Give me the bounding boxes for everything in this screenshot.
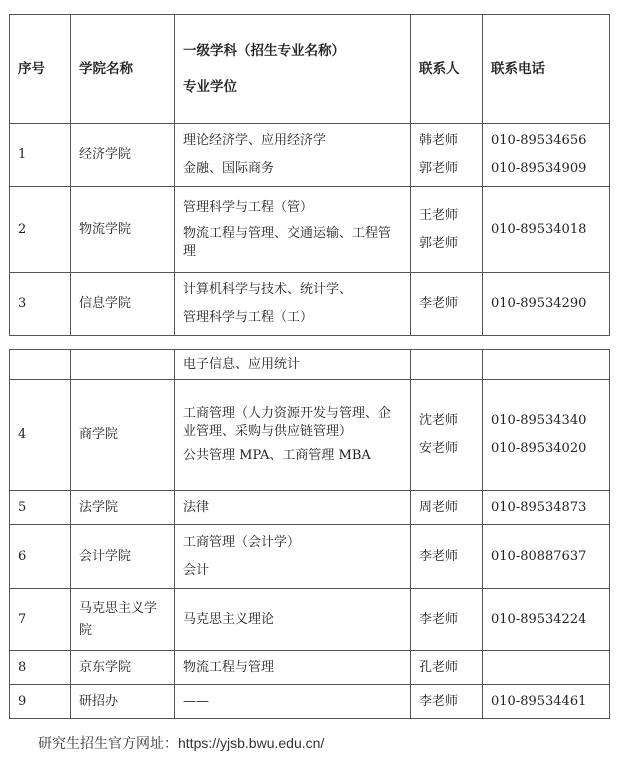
subject-line: 电子信息、应用统计 [183,356,301,372]
row-contacts [411,651,483,685]
subject-line: —— [183,693,209,709]
subject-line: 马克思主义理论 [183,611,275,627]
row-phones [483,491,610,525]
row-contacts [411,380,483,491]
phone-number: 010-89534018 [491,221,587,237]
contact-name: 李老师 [419,548,459,564]
table-row [10,187,610,273]
row-phones [483,589,610,651]
row-contacts [411,525,483,589]
row-contacts [411,187,483,273]
subject-line: 物流工程与管理、交通运输、工程管理 [183,225,392,259]
row-no: 6 [10,525,71,589]
row-subjects [175,187,411,273]
subject-line: 会计 [183,562,210,578]
contact-name: 王老师 [419,207,459,223]
contact-name: 孔老师 [419,659,459,675]
row-phones [483,124,610,187]
row-subjects [175,589,411,651]
row-contacts [411,273,483,336]
phone-number: 010-89534873 [491,499,587,515]
row-no: 4 [10,380,71,491]
row-no: 2 [10,187,71,273]
row-subjects [175,350,411,380]
row-college [71,350,175,380]
row-contacts [411,685,483,719]
official-website-note: 研究生招生官方网址：https://yjsb.bwu.edu.cn/ [38,735,325,751]
phone-number: 010-89534461 [491,693,587,709]
row-college: 物流学院 [71,187,175,273]
row-subjects [175,124,411,187]
row-contacts [411,589,483,651]
row-no: 1 [10,124,71,187]
row-college: 研招办 [71,685,175,719]
row-college: 会计学院 [71,525,175,589]
contact-name: 周老师 [419,499,459,515]
row-phones [483,380,610,491]
table-row [10,380,610,491]
contact-name: 沈老师 [419,413,459,428]
subject-line: 物流工程与管理 [183,659,275,675]
phone-number: 010-89534909 [491,161,587,176]
header-no: 序号 [10,15,71,124]
row-phones [483,525,610,589]
row-college: 法学院 [71,491,175,525]
subject-line: 法律 [183,499,210,515]
phone-number: 010-89534656 [491,133,587,148]
row-subjects [175,273,411,336]
phone-number: 010-80887637 [491,548,587,564]
phone-number: 010-89534290 [491,296,587,311]
header-contact: 联系人 [411,15,483,124]
row-no: 8 [10,651,71,685]
table-row [10,350,610,380]
subject-line: 公共管理 MPA、工商管理 MBA [183,448,371,463]
row-college: 商学院 [71,380,175,491]
subject-line: 管理科学与工程（管） [183,199,314,215]
row-no: 3 [10,273,71,336]
row-no: 7 [10,589,71,651]
contact-name: 李老师 [419,611,459,627]
row-phones [483,350,610,380]
admissions-table-part-2 [9,349,610,719]
contact-name: 李老师 [419,693,459,709]
phone-number: 010-89534020 [491,441,587,456]
row-subjects [175,685,411,719]
phone-number: 010-89534340 [491,413,587,428]
row-contacts [411,350,483,380]
header-subject-line1: 一级学科（招生专业名称） [183,43,345,59]
contact-name: 郭老师 [419,161,459,176]
table-row [10,589,610,651]
table-row [10,651,610,685]
subject-line: 工商管理（人力资源开发与管理、企业管理、采购与供应链管理） [183,406,392,439]
subject-line: 理论经济学、应用经济学 [183,133,327,148]
subject-line: 计算机科学与技术、统计学、 [183,282,353,297]
row-no [10,350,71,380]
header-phone: 联系电话 [483,15,610,124]
row-contacts [411,491,483,525]
row-no: 5 [10,491,71,525]
row-phones [483,685,610,719]
contact-name: 韩老师 [419,133,459,148]
row-phones [483,651,610,685]
contact-name: 李老师 [419,296,459,311]
row-phones [483,273,610,336]
table-row [10,491,610,525]
subject-line: 金融、国际商务 [183,161,275,176]
contact-name: 郭老师 [419,235,459,251]
table-row [10,273,610,336]
table-row [10,525,610,589]
row-subjects [175,491,411,525]
contact-name: 安老师 [419,441,459,456]
phone-number: 010-89534224 [491,611,587,627]
row-contacts [411,124,483,187]
header-college: 学院名称 [71,15,175,124]
row-college: 信息学院 [71,273,175,336]
header-subject [175,15,411,124]
row-subjects [175,380,411,491]
admissions-table-part-1 [9,14,610,336]
table-header-row [10,15,610,124]
row-subjects [175,651,411,685]
row-college: 经济学院 [71,124,175,187]
subject-line: 管理科学与工程（工） [183,310,314,325]
subject-line: 工商管理（会计学） [183,534,301,550]
row-subjects [175,525,411,589]
row-college: 京东学院 [71,651,175,685]
table-row [10,124,610,187]
header-subject-line2: 专业学位 [183,79,237,95]
row-college: 马克思主义学院 [71,589,175,651]
row-no: 9 [10,685,71,719]
table-row [10,685,610,719]
row-phones [483,187,610,273]
